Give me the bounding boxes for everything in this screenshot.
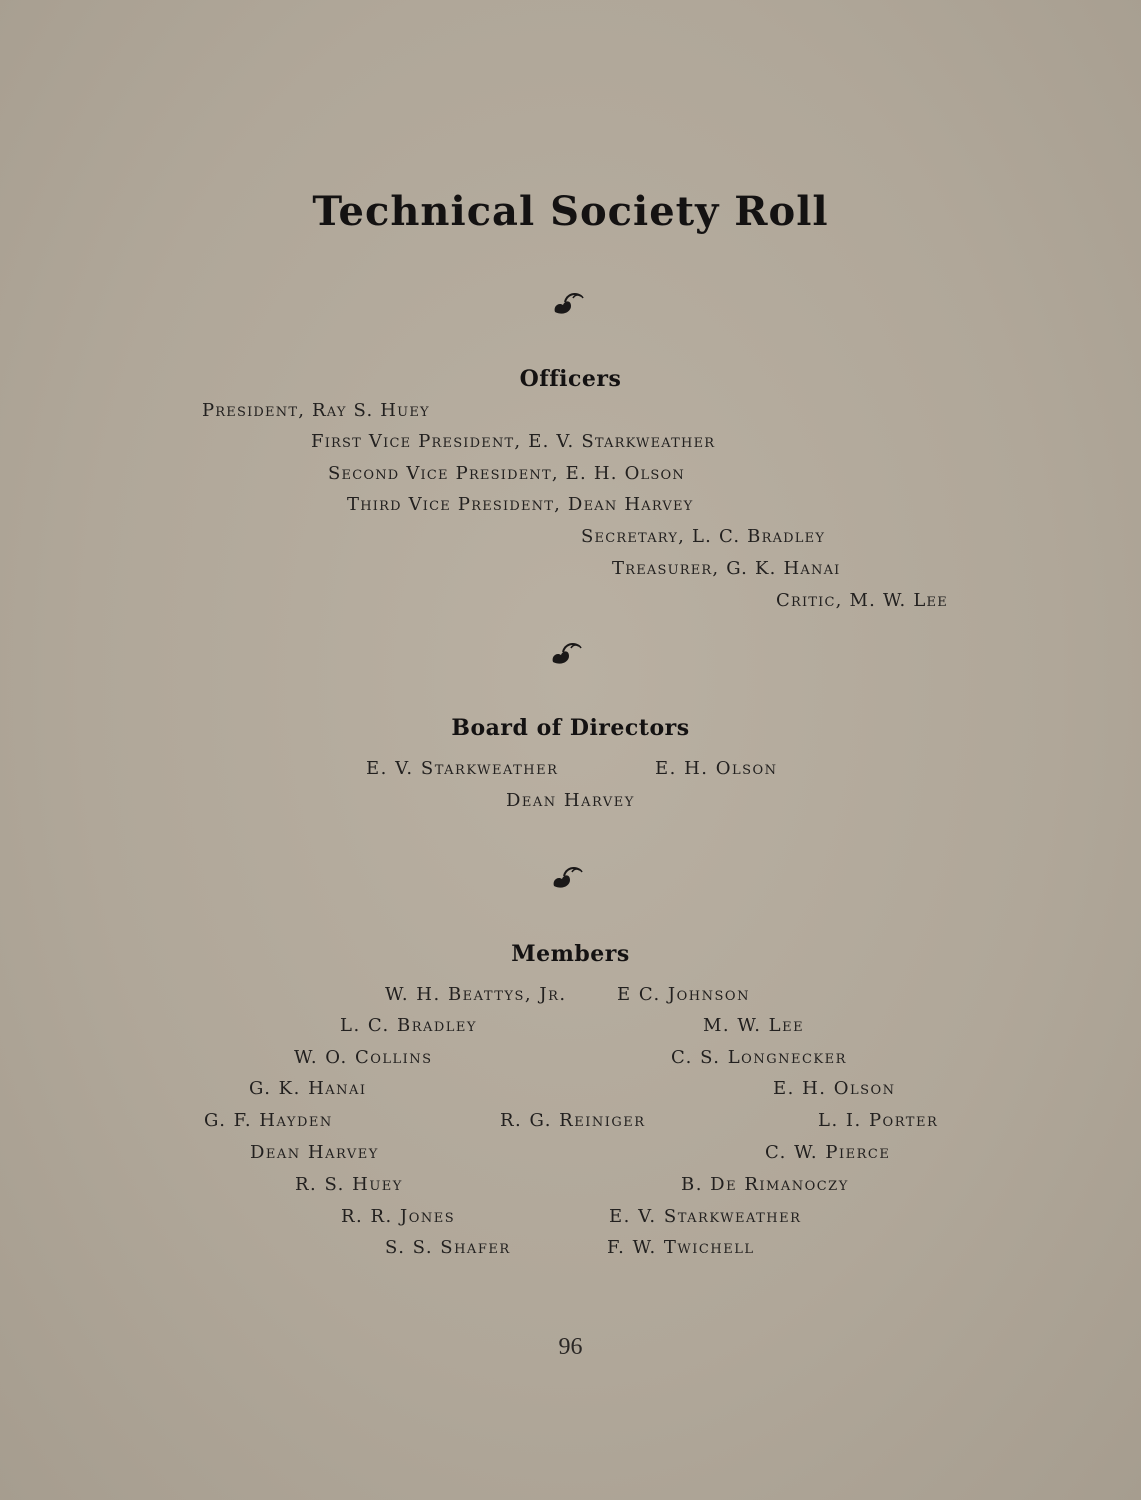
member-name: L. I. Porter (818, 1110, 939, 1131)
member-name: E C. Johnson (617, 984, 750, 1005)
board-member: Dean Harvey (506, 790, 635, 811)
member-name: E. V. Starkweather (609, 1206, 802, 1227)
leaf-ornament-icon (549, 638, 583, 668)
member-name: S. S. Shafer (385, 1237, 511, 1258)
member-name: R. R. Jones (341, 1206, 456, 1227)
page-title: Technical Society Roll (312, 188, 829, 235)
officer-line: Second Vice President, E. H. Olson (328, 463, 685, 484)
member-name: G. K. Hanai (249, 1078, 367, 1099)
members-heading: Members (511, 941, 630, 967)
member-name: F. W. Twichell (607, 1237, 755, 1258)
officers-heading: Officers (519, 366, 622, 392)
page-number: 96 (558, 1334, 583, 1360)
member-name: R. S. Huey (295, 1174, 403, 1195)
member-name: C. W. Pierce (765, 1142, 891, 1163)
leaf-ornament-icon (551, 288, 585, 318)
officer-line: Treasurer, G. K. Hanai (612, 558, 841, 579)
officer-line: Third Vice President, Dean Harvey (347, 494, 694, 515)
board-heading: Board of Directors (451, 715, 690, 741)
member-name: M. W. Lee (703, 1015, 805, 1036)
member-name: W. H. Beattys, Jr. (385, 984, 567, 1005)
member-name: E. H. Olson (773, 1078, 896, 1099)
officer-line: Critic, M. W. Lee (776, 590, 948, 611)
officer-line: Secretary, L. C. Bradley (581, 526, 826, 547)
officer-line: First Vice President, E. V. Starkweather (311, 431, 716, 452)
member-name: B. De Rimanoczy (681, 1174, 849, 1195)
leaf-ornament-icon (550, 862, 584, 892)
board-member: E. H. Olson (655, 758, 778, 779)
officer-line: President, Ray S. Huey (202, 400, 430, 421)
board-member: E. V. Starkweather (366, 758, 559, 779)
member-name: R. G. Reiniger (500, 1110, 646, 1131)
member-name: Dean Harvey (250, 1142, 379, 1163)
member-name: W. O. Collins (294, 1047, 433, 1068)
member-name: C. S. Longnecker (671, 1047, 847, 1068)
member-name: G. F. Hayden (204, 1110, 333, 1131)
member-name: L. C. Bradley (340, 1015, 478, 1036)
